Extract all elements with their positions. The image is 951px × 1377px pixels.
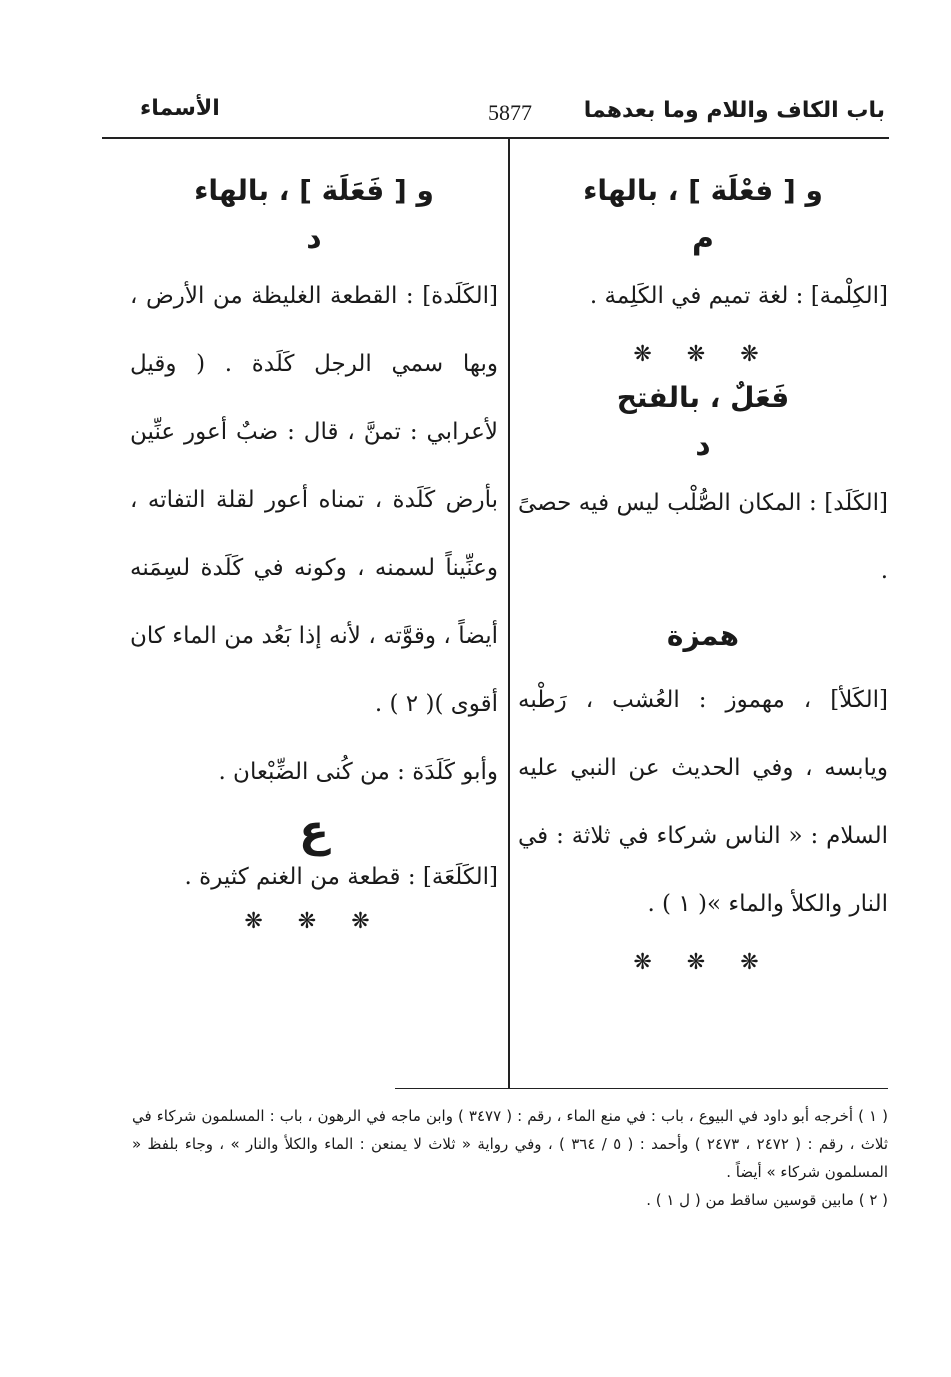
page-header: [100, 92, 891, 132]
right-heading-3: همزة: [666, 619, 740, 652]
left-letter-1: د: [306, 221, 322, 256]
column-divider: [508, 138, 510, 1088]
right-entry-3: [الكَلأ] ، مهموز : العُشب ، رَطْبه ويابسه ، وفي الحديث عن النبي عليه السلام : « الناس شركاء في ثلاثة : في النار والكلأ والماء »( ١ ) .: [518, 687, 888, 917]
footnote-1: ( ١ ) أخرجه أبو داود في البيوع ، باب : في منع الماء ، رقم : ( ٣٤٧٧ ) وابن ماجه في الرهون ، باب : المسلمون شركاء في ثلاث ، رقم : ( ٢٤٧٢ ، ٢٤٧٣ ) وأحمد : ( ٥ / ٣٦٤ ) ، وفي رواية « ثلاث لا يمنعن : الماء والكلأ والنار » ، وجاء بلفظ « المسلمون شركاء » أيضاً .: [132, 1107, 889, 1181]
right-entry-1: [الكِلْمة] : لغة تميم في الكَلِمة .: [589, 283, 888, 309]
right-letter-1: م: [692, 221, 714, 256]
footnote-2: ( ٢ ) مابين قوسين ساقط من ( ل ١ ) .: [646, 1191, 888, 1209]
left-entry-2: وأبو كَلَدَة : من كُنى الضِّبْعان .: [218, 759, 498, 785]
chapter-title: باب الكاف واللام وما بعدهما: [583, 98, 885, 123]
footnotes: [132, 1102, 888, 1214]
right-column: [518, 160, 888, 987]
section-title: الأسماء: [140, 96, 220, 121]
right-heading-2: فَعَلٌ ، بالفتح: [616, 381, 790, 414]
page-number: 5877: [488, 100, 532, 125]
right-letter-2: د: [695, 428, 711, 463]
header-rule: [102, 137, 889, 139]
left-entry-3: [الكَلَعَة] : قطعة من الغنم كثيرة .: [184, 864, 498, 890]
left-entry-1: [الكَلَدة] : القطعة الغليظة من الأرض ، وبها سمي الرجل كَلَدة . ( وقيل لأعرابي : تمنَّ ، قال : ضبٌ أعور عنِّين بأرض كَلَدة ، تمناه أعور لقلة التفاته ، وعنِّيناً لسمنه ، وكونه في كَلَدة لسِمَنه أيضاً ، وقوَّته ، لأنه إذا بَعُد من الماء كان أقوى )( ٢ ) .: [130, 283, 498, 717]
left-column: [130, 160, 498, 946]
right-stars-1: ❋ ❋ ❋: [633, 342, 773, 367]
left-heading-1: و [ فَعَلَة ] ، بالهاء: [194, 174, 434, 207]
right-entry-2: [الكَلَد] : المكان الصُّلْب ليس فيه حصىً .: [518, 490, 888, 584]
left-stars-1: ❋ ❋ ❋: [244, 909, 384, 934]
footnote-rule: [395, 1088, 888, 1089]
right-heading-1: و [ فعْلَة ] ، بالهاء: [583, 174, 823, 207]
right-stars-2: ❋ ❋ ❋: [633, 950, 773, 975]
left-letter-2: ع: [298, 806, 330, 857]
